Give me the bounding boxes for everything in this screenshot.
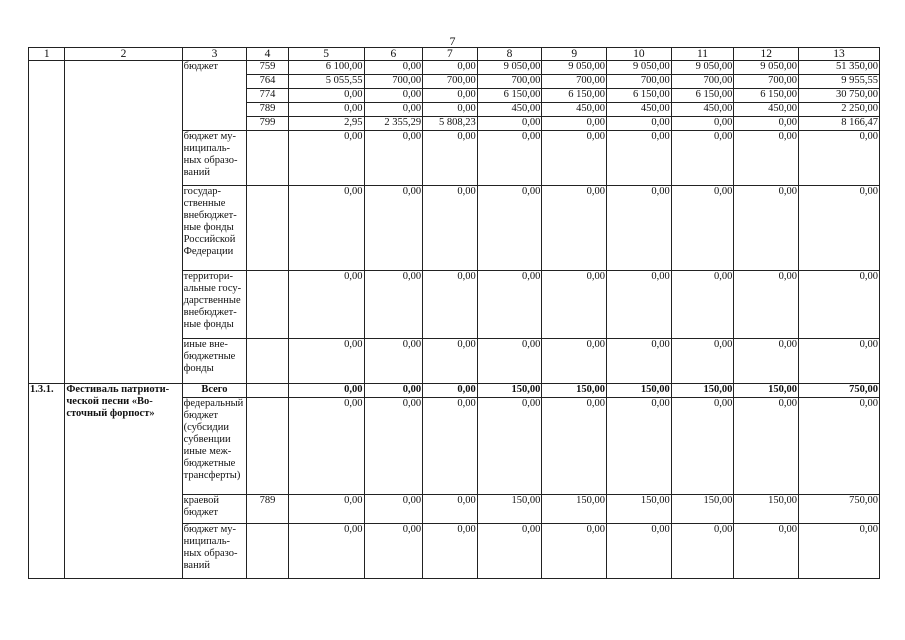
value-cell: 0,00 bbox=[477, 524, 542, 579]
value-cell: 0,00 bbox=[477, 131, 542, 186]
value-cell: 0,00 bbox=[364, 186, 423, 271]
value-cell: 9 955,55 bbox=[799, 75, 880, 89]
value-cell: 0,00 bbox=[423, 89, 478, 103]
value-cell: 0,00 bbox=[423, 131, 478, 186]
value-cell: 2 355,29 bbox=[364, 117, 423, 131]
column-number-row bbox=[29, 48, 880, 61]
code-cell: 799 bbox=[247, 117, 288, 131]
column-number-cell: 5 bbox=[288, 48, 364, 61]
value-cell: 0,00 bbox=[799, 131, 880, 186]
value-cell: 0,00 bbox=[423, 271, 478, 339]
value-cell: 0,00 bbox=[734, 117, 799, 131]
code-cell bbox=[247, 271, 288, 339]
value-cell: 700,00 bbox=[364, 75, 423, 89]
value-cell: 0,00 bbox=[423, 524, 478, 579]
value-cell: 0,00 bbox=[364, 495, 423, 524]
value-cell: 51 350,00 bbox=[799, 61, 880, 75]
value-cell: 6 150,00 bbox=[542, 89, 607, 103]
value-cell: 2 250,00 bbox=[799, 103, 880, 117]
value-cell: 0,00 bbox=[671, 524, 734, 579]
value-cell: 0,00 bbox=[288, 524, 364, 579]
value-cell: 0,00 bbox=[542, 186, 607, 271]
value-cell: 0,00 bbox=[288, 495, 364, 524]
value-cell: 0,00 bbox=[799, 524, 880, 579]
value-cell: 450,00 bbox=[607, 103, 672, 117]
column-number-cell: 11 bbox=[671, 48, 734, 61]
value-cell: 0,00 bbox=[288, 89, 364, 103]
value-cell: 0,00 bbox=[477, 339, 542, 384]
column-number-cell: 7 bbox=[423, 48, 478, 61]
value-cell: 0,00 bbox=[364, 339, 423, 384]
value-cell: 0,00 bbox=[542, 524, 607, 579]
value-cell: 150,00 bbox=[671, 495, 734, 524]
value-cell: 9 050,00 bbox=[477, 61, 542, 75]
code-cell: 759 bbox=[247, 61, 288, 75]
value-cell: 0,00 bbox=[423, 339, 478, 384]
value-cell: 0,00 bbox=[734, 271, 799, 339]
value-cell: 0,00 bbox=[671, 186, 734, 271]
source-label-cell: бюджет му- ниципаль- ных образо- ваний bbox=[182, 524, 247, 579]
value-cell: 0,00 bbox=[288, 131, 364, 186]
table-row bbox=[29, 61, 880, 75]
code-cell bbox=[247, 384, 288, 398]
total-value-cell: 150,00 bbox=[542, 384, 607, 398]
value-cell: 5 055,55 bbox=[288, 75, 364, 89]
value-cell: 0,00 bbox=[288, 103, 364, 117]
code-cell: 789 bbox=[247, 103, 288, 117]
item-name-cell bbox=[65, 61, 182, 384]
value-cell: 0,00 bbox=[423, 186, 478, 271]
value-cell: 0,00 bbox=[364, 103, 423, 117]
value-cell: 9 050,00 bbox=[607, 61, 672, 75]
item-number-cell bbox=[29, 61, 65, 384]
value-cell: 0,00 bbox=[734, 524, 799, 579]
value-cell: 0,00 bbox=[364, 131, 423, 186]
value-cell: 0,00 bbox=[288, 186, 364, 271]
source-label-cell: бюджет му- ниципаль- ных образо- ваний bbox=[182, 131, 247, 186]
value-cell: 700,00 bbox=[734, 75, 799, 89]
column-number-cell: 1 bbox=[29, 48, 65, 61]
code-cell bbox=[247, 339, 288, 384]
value-cell: 0,00 bbox=[671, 398, 734, 495]
column-number-cell: 10 bbox=[607, 48, 672, 61]
value-cell: 0,00 bbox=[364, 89, 423, 103]
value-cell: 0,00 bbox=[288, 398, 364, 495]
value-cell: 150,00 bbox=[477, 495, 542, 524]
value-cell: 2,95 bbox=[288, 117, 364, 131]
value-cell: 0,00 bbox=[477, 398, 542, 495]
value-cell: 0,00 bbox=[671, 131, 734, 186]
value-cell: 450,00 bbox=[734, 103, 799, 117]
value-cell: 30 750,00 bbox=[799, 89, 880, 103]
value-cell: 150,00 bbox=[542, 495, 607, 524]
total-label-cell: Всего bbox=[182, 384, 247, 398]
code-cell: 774 bbox=[247, 89, 288, 103]
code-cell bbox=[247, 524, 288, 579]
value-cell: 700,00 bbox=[423, 75, 478, 89]
value-cell: 0,00 bbox=[734, 131, 799, 186]
code-cell bbox=[247, 186, 288, 271]
item-name-cell: Фестиваль патриоти- ческой песни «Во- сточный форпост» bbox=[65, 384, 182, 579]
source-label-cell: федеральный бюджет (субсидии субвенции иные меж- бюджетные трансферты) bbox=[182, 398, 247, 495]
column-number-cell: 9 bbox=[542, 48, 607, 61]
value-cell: 0,00 bbox=[607, 398, 672, 495]
total-row bbox=[29, 384, 880, 398]
value-cell: 0,00 bbox=[671, 271, 734, 339]
value-cell: 0,00 bbox=[671, 117, 734, 131]
value-cell: 6 150,00 bbox=[734, 89, 799, 103]
value-cell: 8 166,47 bbox=[799, 117, 880, 131]
value-cell: 6 150,00 bbox=[671, 89, 734, 103]
value-cell: 150,00 bbox=[734, 495, 799, 524]
value-cell: 0,00 bbox=[542, 117, 607, 131]
value-cell: 0,00 bbox=[542, 398, 607, 495]
value-cell: 0,00 bbox=[364, 271, 423, 339]
value-cell: 0,00 bbox=[364, 61, 423, 75]
value-cell: 0,00 bbox=[607, 186, 672, 271]
total-value-cell: 150,00 bbox=[734, 384, 799, 398]
code-cell: 789 bbox=[247, 495, 288, 524]
value-cell: 0,00 bbox=[542, 339, 607, 384]
item-number-cell: 1.3.1. bbox=[29, 384, 65, 579]
value-cell: 0,00 bbox=[734, 398, 799, 495]
total-value-cell: 0,00 bbox=[423, 384, 478, 398]
code-cell bbox=[247, 131, 288, 186]
value-cell: 6 100,00 bbox=[288, 61, 364, 75]
value-cell: 700,00 bbox=[477, 75, 542, 89]
value-cell: 0,00 bbox=[607, 131, 672, 186]
column-number-cell: 2 bbox=[65, 48, 182, 61]
value-cell: 700,00 bbox=[607, 75, 672, 89]
value-cell: 450,00 bbox=[542, 103, 607, 117]
value-cell: 5 808,23 bbox=[423, 117, 478, 131]
value-cell: 0,00 bbox=[542, 131, 607, 186]
source-label-cell: краевой бюджет bbox=[182, 495, 247, 524]
value-cell: 0,00 bbox=[799, 271, 880, 339]
value-cell: 0,00 bbox=[423, 495, 478, 524]
value-cell: 0,00 bbox=[288, 339, 364, 384]
source-label-cell: бюджет bbox=[182, 61, 247, 131]
value-cell: 0,00 bbox=[477, 117, 542, 131]
value-cell: 0,00 bbox=[799, 339, 880, 384]
value-cell: 0,00 bbox=[799, 186, 880, 271]
code-cell: 764 bbox=[247, 75, 288, 89]
column-number-cell: 4 bbox=[247, 48, 288, 61]
total-value-cell: 150,00 bbox=[477, 384, 542, 398]
value-cell: 700,00 bbox=[671, 75, 734, 89]
total-value-cell: 150,00 bbox=[671, 384, 734, 398]
column-number-cell: 6 bbox=[364, 48, 423, 61]
value-cell: 9 050,00 bbox=[671, 61, 734, 75]
value-cell: 0,00 bbox=[364, 524, 423, 579]
source-label-cell: иные вне- бюджетные фонды bbox=[182, 339, 247, 384]
column-number-cell: 3 bbox=[182, 48, 247, 61]
value-cell: 0,00 bbox=[607, 339, 672, 384]
page-number: 7 bbox=[449, 34, 456, 48]
column-number-cell: 13 bbox=[799, 48, 880, 61]
value-cell: 0,00 bbox=[734, 186, 799, 271]
value-cell: 450,00 bbox=[671, 103, 734, 117]
value-cell: 9 050,00 bbox=[542, 61, 607, 75]
value-cell: 750,00 bbox=[799, 495, 880, 524]
value-cell: 0,00 bbox=[607, 524, 672, 579]
total-value-cell: 150,00 bbox=[607, 384, 672, 398]
total-value-cell: 0,00 bbox=[364, 384, 423, 398]
value-cell: 0,00 bbox=[364, 398, 423, 495]
value-cell: 6 150,00 bbox=[607, 89, 672, 103]
source-label-cell: государ- ственные внебюджет- ные фонды Российской Федерации bbox=[182, 186, 247, 271]
value-cell: 6 150,00 bbox=[477, 89, 542, 103]
column-number-cell: 12 bbox=[734, 48, 799, 61]
value-cell: 0,00 bbox=[607, 271, 672, 339]
value-cell: 0,00 bbox=[542, 271, 607, 339]
source-label-cell: территори- альные госу- дарственные внебюджет- ные фонды bbox=[182, 271, 247, 339]
value-cell: 0,00 bbox=[477, 271, 542, 339]
value-cell: 0,00 bbox=[423, 61, 478, 75]
total-value-cell: 0,00 bbox=[288, 384, 364, 398]
value-cell: 0,00 bbox=[671, 339, 734, 384]
budget-table bbox=[28, 47, 880, 579]
code-cell bbox=[247, 398, 288, 495]
value-cell: 0,00 bbox=[607, 117, 672, 131]
value-cell: 0,00 bbox=[288, 271, 364, 339]
value-cell: 700,00 bbox=[542, 75, 607, 89]
value-cell: 0,00 bbox=[477, 186, 542, 271]
value-cell: 0,00 bbox=[734, 339, 799, 384]
value-cell: 0,00 bbox=[423, 103, 478, 117]
value-cell: 9 050,00 bbox=[734, 61, 799, 75]
value-cell: 450,00 bbox=[477, 103, 542, 117]
column-number-cell: 8 bbox=[477, 48, 542, 61]
total-value-cell: 750,00 bbox=[799, 384, 880, 398]
value-cell: 150,00 bbox=[607, 495, 672, 524]
value-cell: 0,00 bbox=[423, 398, 478, 495]
value-cell: 0,00 bbox=[799, 398, 880, 495]
